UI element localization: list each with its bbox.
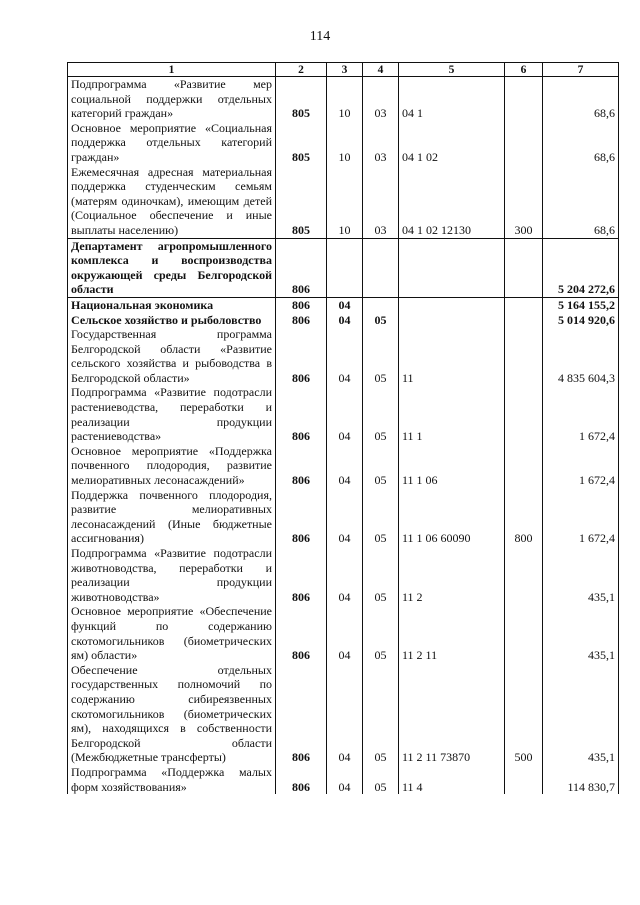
row-amount: 435,1: [543, 604, 619, 662]
table-header-row: [68, 63, 619, 77]
row-section: 04: [327, 663, 363, 765]
row-amount: 435,1: [543, 663, 619, 765]
row-subsection: 03: [363, 77, 399, 121]
row-section: 04: [327, 313, 363, 328]
row-expense-type: [505, 327, 543, 385]
row-expense-type: [505, 313, 543, 328]
row-expense-type: [505, 604, 543, 662]
row-amount: 5 014 920,6: [543, 313, 619, 328]
row-ministry-code: 805: [276, 165, 327, 238]
row-expense-type: [505, 121, 543, 165]
row-target-item: [399, 313, 505, 328]
row-section: 04: [327, 297, 363, 312]
header-col-5: 5: [399, 63, 505, 77]
row-ministry-code: 806: [276, 238, 327, 297]
row-name: Подпрограмма «Развитие мер социальной поддержки отдельных категорий граждан»: [68, 77, 276, 121]
row-section: 04: [327, 765, 363, 794]
header-col-3: 3: [327, 63, 363, 77]
row-expense-type: [505, 297, 543, 312]
row-target-item: 11 2 11: [399, 604, 505, 662]
row-target-item: 04 1 02: [399, 121, 505, 165]
row-target-item: 04 1: [399, 77, 505, 121]
row-target-item: 11 1 06 60090: [399, 488, 505, 546]
row-name: Национальная экономика: [68, 297, 276, 312]
row-section: 04: [327, 604, 363, 662]
row-section: 10: [327, 77, 363, 121]
row-name: Обеспечение отдельных государственных полномочий по содержанию сибиреязвенных скотомогильников (биометрических ям), находящихся в собственности Белгородской области (Межбюджетные трансферты): [68, 663, 276, 765]
table-row: [68, 765, 619, 794]
row-amount: 1 672,4: [543, 488, 619, 546]
row-name: Основное мероприятие «Социальная поддержка отдельных категорий граждан»: [68, 121, 276, 165]
row-section: 04: [327, 546, 363, 604]
table-row: [68, 238, 619, 297]
row-target-item: 11 2 11 73870: [399, 663, 505, 765]
row-section: 10: [327, 165, 363, 238]
row-name: Подпрограмма «Поддержка малых форм хозяйствования»: [68, 765, 276, 794]
row-section: 04: [327, 444, 363, 488]
row-name: Основное мероприятие «Поддержка почвенного плодородия, развитие мелиоративных лесонасаждений»: [68, 444, 276, 488]
row-amount: 5 164 155,2: [543, 297, 619, 312]
table-row: [68, 604, 619, 662]
row-expense-type: [505, 77, 543, 121]
table-row: [68, 77, 619, 121]
page-number: 114: [309, 29, 331, 44]
table-row: [68, 546, 619, 604]
row-amount: 1 672,4: [543, 444, 619, 488]
row-ministry-code: 806: [276, 604, 327, 662]
budget-table: [67, 62, 619, 794]
table-row: [68, 313, 619, 328]
row-name: Государственная программа Белгородской области «Развитие сельского хозяйства и рыбоводства в Белгородской области»: [68, 327, 276, 385]
row-section: [327, 238, 363, 297]
row-name: Поддержка почвенного плодородия, развитие мелиоративных лесонасаждений (Иные бюджетные ассигнования): [68, 488, 276, 546]
row-expense-type: [505, 765, 543, 794]
row-name: Подпрограмма «Развитие подотрасли животноводства, переработки и реализации продукции животноводства»: [68, 546, 276, 604]
table-row: [68, 663, 619, 765]
header-col-4: 4: [363, 63, 399, 77]
row-ministry-code: 806: [276, 546, 327, 604]
row-ministry-code: 806: [276, 297, 327, 312]
row-target-item: 11 4: [399, 765, 505, 794]
row-name: Подпрограмма «Развитие подотрасли растениеводства, переработки и реализации продукции растениеводства»: [68, 385, 276, 443]
row-target-item: 11 2: [399, 546, 505, 604]
row-subsection: 03: [363, 121, 399, 165]
row-ministry-code: 806: [276, 444, 327, 488]
header-col-7: 7: [543, 63, 619, 77]
row-ministry-code: 806: [276, 385, 327, 443]
row-amount: 68,6: [543, 77, 619, 121]
row-subsection: 05: [363, 313, 399, 328]
table-row: [68, 385, 619, 443]
row-name: Сельское хозяйство и рыболовство: [68, 313, 276, 328]
header-col-2: 2: [276, 63, 327, 77]
row-amount: 435,1: [543, 546, 619, 604]
row-subsection: 05: [363, 765, 399, 794]
row-expense-type: [505, 546, 543, 604]
row-section: 04: [327, 385, 363, 443]
row-section: 04: [327, 488, 363, 546]
row-subsection: 05: [363, 546, 399, 604]
row-ministry-code: 805: [276, 121, 327, 165]
row-amount: 1 672,4: [543, 385, 619, 443]
row-name: Департамент агропромышленного комплекса и воспроизводства окружающей среды Белгородской области: [68, 238, 276, 297]
row-ministry-code: 805: [276, 77, 327, 121]
row-expense-type: [505, 444, 543, 488]
row-section: 04: [327, 327, 363, 385]
row-ministry-code: 806: [276, 313, 327, 328]
row-subsection: 05: [363, 488, 399, 546]
row-ministry-code: 806: [276, 765, 327, 794]
row-target-item: 11 1 06: [399, 444, 505, 488]
row-expense-type: 500: [505, 663, 543, 765]
row-subsection: [363, 238, 399, 297]
table-row: [68, 165, 619, 238]
row-ministry-code: 806: [276, 488, 327, 546]
row-target-item: 04 1 02 12130: [399, 165, 505, 238]
row-subsection: 05: [363, 663, 399, 765]
row-amount: 5 204 272,6: [543, 238, 619, 297]
row-expense-type: 800: [505, 488, 543, 546]
row-subsection: 05: [363, 444, 399, 488]
row-amount: 114 830,7: [543, 765, 619, 794]
row-subsection: [363, 297, 399, 312]
row-target-item: 11 1: [399, 385, 505, 443]
table-row: [68, 121, 619, 165]
row-target-item: [399, 238, 505, 297]
row-section: 10: [327, 121, 363, 165]
table-row: [68, 327, 619, 385]
table-row: [68, 488, 619, 546]
header-col-6: 6: [505, 63, 543, 77]
row-amount: 4 835 604,3: [543, 327, 619, 385]
header-col-1: 1: [68, 63, 276, 77]
row-subsection: 05: [363, 604, 399, 662]
row-target-item: 11: [399, 327, 505, 385]
row-amount: 68,6: [543, 121, 619, 165]
row-subsection: 05: [363, 385, 399, 443]
row-name: Основное мероприятие «Обеспечение функций по содержанию скотомогильников (биометрических ям) области»: [68, 604, 276, 662]
table-row: [68, 444, 619, 488]
row-subsection: 03: [363, 165, 399, 238]
row-name: Ежемесячная адресная материальная поддержка студенческим семьям (матерям одиночкам), имеющим детей (Социальное обеспечение и иные выплаты населению): [68, 165, 276, 238]
row-expense-type: [505, 238, 543, 297]
table-row: [68, 297, 619, 312]
row-expense-type: [505, 385, 543, 443]
row-target-item: [399, 297, 505, 312]
row-subsection: 05: [363, 327, 399, 385]
row-ministry-code: 806: [276, 327, 327, 385]
row-ministry-code: 806: [276, 663, 327, 765]
row-amount: 68,6: [543, 165, 619, 238]
row-expense-type: 300: [505, 165, 543, 238]
